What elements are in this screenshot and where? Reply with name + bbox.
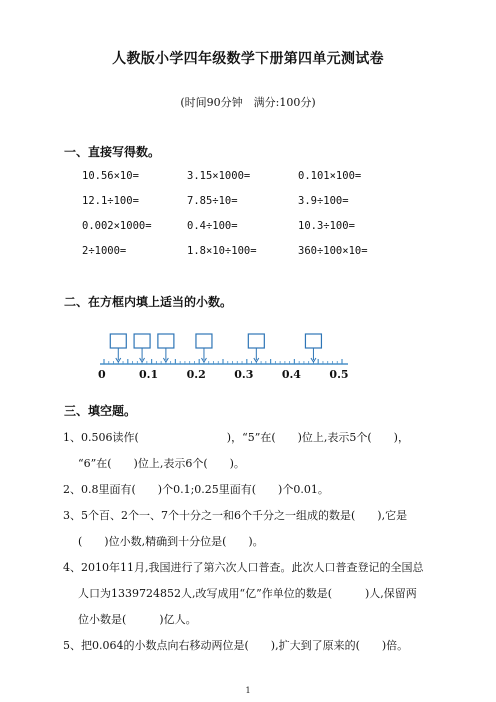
section3-heading: 三、填空题。 <box>64 404 137 418</box>
calc-item: 7.85÷10= <box>187 195 238 207</box>
calc-item: 10.56×10= <box>82 170 139 182</box>
calc-item: 2÷1000= <box>82 245 127 257</box>
question-line: “6”在( )位上,表示6个( )。 <box>78 457 245 470</box>
tick-label: 0.4 <box>281 368 301 381</box>
number-line-labels <box>98 368 349 381</box>
calc-item: 0.002×1000= <box>82 220 152 232</box>
section2-heading: 二、在方框内填上适当的小数。 <box>64 295 233 309</box>
question-line: 4、2010年11月,我国进行了第六次人口普查。此次人口普查登记的全国总 <box>63 561 424 574</box>
number-line-figure <box>90 328 360 384</box>
tick-label: 0.5 <box>329 368 349 381</box>
question-line: 人口为1339724852人,改写成用“亿”作单位的数是( )人,保留两 <box>78 587 417 600</box>
calc-item: 0.101×100= <box>298 170 362 182</box>
tick-label: 0 <box>98 368 106 381</box>
tick-label: 0.2 <box>186 368 206 381</box>
tick-label: 0.3 <box>234 368 254 381</box>
question-line: 5、把0.064的小数点向右移动两位是( ),扩大到了原来的( )倍。 <box>63 639 409 652</box>
answer-box[interactable] <box>110 334 126 348</box>
page-title: 人教版小学四年级数学下册第四单元测试卷 <box>112 51 384 67</box>
answer-box[interactable] <box>134 334 150 348</box>
tick-label: 0.1 <box>139 368 159 381</box>
question-line: 3、5个百、2个一、7个十分之一和6个千分之一组成的数是( ),它是 <box>63 509 408 522</box>
page-subtitle: (时间90分钟 满分:100分) <box>180 96 316 109</box>
calc-item: 10.3÷100= <box>298 220 355 232</box>
question-line: ( )位小数,精确到十分位是( )。 <box>78 535 264 548</box>
calc-item: 1.8×10÷100= <box>187 245 257 257</box>
section1-heading: 一、直接写得数。 <box>64 145 161 159</box>
question-line: 2、0.8里面有( )个0.1;0.25里面有( )个0.01。 <box>63 483 329 496</box>
answer-box[interactable] <box>248 334 264 348</box>
calc-item: 360÷100×10= <box>298 245 368 257</box>
answer-box[interactable] <box>196 334 212 348</box>
calc-item: 3.15×1000= <box>187 170 251 182</box>
number-line-boxes <box>110 334 321 362</box>
calc-item: 3.9÷100= <box>298 195 349 207</box>
calc-item: 0.4÷100= <box>187 220 238 232</box>
page-number: 1 <box>245 686 251 695</box>
answer-box[interactable] <box>305 334 321 348</box>
calc-item: 12.1÷100= <box>82 195 139 207</box>
question-line: 1、0.506读作( )，“5”在( )位上,表示5个( )， <box>63 431 409 444</box>
question-line: 位小数是( )亿人。 <box>78 613 197 626</box>
answer-box[interactable] <box>158 334 174 348</box>
